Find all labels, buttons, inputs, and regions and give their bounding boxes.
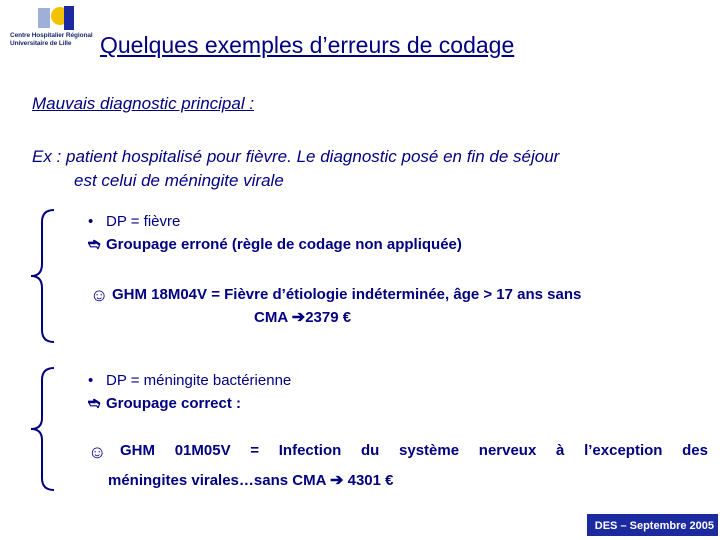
case1-grouping-line	[88, 235, 462, 253]
case1-grouping: Groupage erroné (règle de codage non appliquée)	[106, 236, 462, 253]
hollow-arrow-icon: ➬	[88, 236, 101, 253]
smiley-icon: ☺	[88, 442, 107, 462]
logo-mark-icon	[38, 6, 74, 30]
case1-ghm-line1	[90, 285, 581, 306]
logo-text-line1: Centre Hospitalier Régional	[10, 32, 93, 39]
case1-dp: DP = fièvre	[106, 213, 181, 230]
left-brace-case1-icon	[28, 208, 58, 344]
case2-cma: méningites virales…sans CMA	[108, 472, 326, 489]
example-line1: Ex : patient hospitalisé pour fièvre. Le diagnostic posé en fin de séjour	[32, 147, 560, 166]
smiley-icon: ☺	[90, 285, 109, 305]
case2-grouping-line	[88, 394, 241, 412]
subheading: Mauvais diagnostic principal :	[32, 94, 255, 113]
case2-grouping: Groupage correct :	[106, 395, 242, 412]
case1-ghm-line2	[254, 307, 351, 327]
case1-amount: 2379 €	[305, 309, 352, 326]
case2-amount: 4301 €	[347, 472, 394, 489]
right-arrow-icon: ➔	[291, 309, 306, 326]
case2-ghm-line2	[108, 470, 394, 490]
case2-smiley	[88, 442, 110, 463]
bullet-icon: •	[88, 372, 94, 389]
case2-dp: DP = méningite bactérienne	[106, 372, 292, 389]
hollow-arrow-icon: ➬	[88, 395, 101, 412]
bullet-icon: •	[88, 213, 94, 230]
case1-ghm-text: GHM 18M04V = Fièvre d’étiologie indéterminée, âge > 17 ans sans	[112, 286, 582, 303]
example-line2: est celui de méningite virale	[74, 171, 284, 190]
slide-title: Quelques exemples d’erreurs de codage	[100, 32, 515, 58]
footer-label: DES – Septembre 2005	[587, 514, 718, 536]
left-brace-case2-icon	[28, 366, 58, 492]
example-text	[32, 145, 712, 193]
chru-logo	[6, 4, 98, 50]
right-arrow-icon: ➔	[330, 472, 344, 489]
case1-dp-line	[88, 213, 180, 230]
logo-text-line2: Universitaire de Lille	[10, 40, 72, 47]
case2-ghm-line1: GHM 01M05V = Infection du système nerveux à l’exception des	[120, 442, 708, 459]
case1-cma: CMA	[254, 309, 288, 326]
case2-dp-line	[88, 372, 291, 389]
